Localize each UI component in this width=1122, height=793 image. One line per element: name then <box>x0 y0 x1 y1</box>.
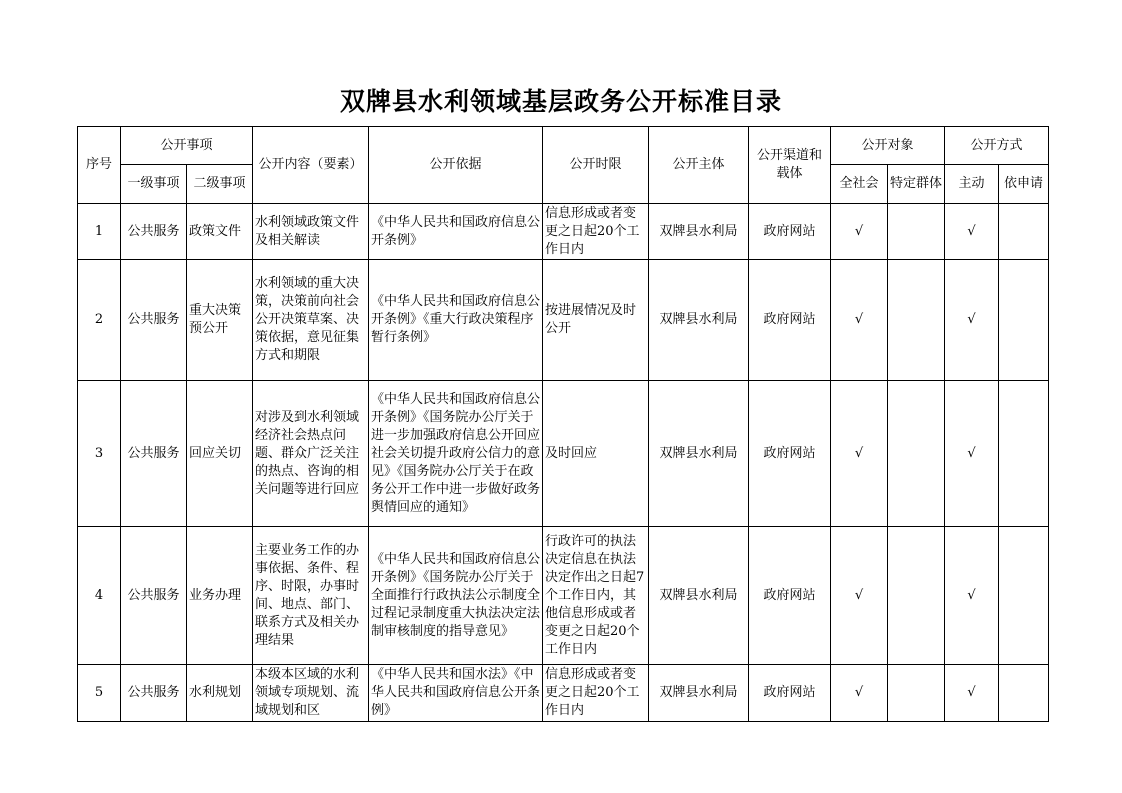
header-mode-request: 依申请 <box>999 165 1049 204</box>
header-subject: 公开主体 <box>649 127 749 204</box>
row-content: 主要业务工作的办事依据、条件、程序、时限，办事时间、地点、部门、联系方式及相关办理结果 <box>253 527 369 665</box>
row-basis: 《中华人民共和国政府信息公开条例》《国务院办公厅关于进一步加强政府信息公开回应社会关切提升政府公信力的意见》《国务院办公厅关于在政务公开工作中进一步做好政务舆情回应的通知》 <box>369 381 543 527</box>
row-mode-request-check <box>999 527 1049 665</box>
row-time-limit: 行政许可的执法决定信息在执法决定作出之日起7个工作日内，其他信息形成或者变更之日起20个工作日内 <box>543 527 649 665</box>
row-index: 2 <box>78 260 121 381</box>
header-time-limit: 公开时限 <box>543 127 649 204</box>
row-content: 对涉及到水利领域经济社会热点问题、群众广泛关注的热点、咨询的相关问题等进行回应 <box>253 381 369 527</box>
header-items: 公开事项 <box>121 127 253 165</box>
row-channel: 政府网站 <box>749 204 831 260</box>
row-level1-item: 公共服务 <box>121 665 187 722</box>
table-row <box>78 260 1049 381</box>
row-audience-all-check: √ <box>831 527 888 665</box>
row-audience-specific-check <box>888 381 945 527</box>
header-mode-active: 主动 <box>945 165 999 204</box>
row-index: 1 <box>78 204 121 260</box>
row-level1-item: 公共服务 <box>121 527 187 665</box>
header-content: 公开内容（要素） <box>253 127 369 204</box>
row-channel: 政府网站 <box>749 665 831 722</box>
header-audience: 公开对象 <box>831 127 945 165</box>
row-content: 水利领域政策文件及相关解读 <box>253 204 369 260</box>
row-mode-request-check <box>999 260 1049 381</box>
header-row-1 <box>78 127 1049 165</box>
row-content: 水利领域的重大决策，决策前向社会公开决策草案、决策依据，意见征集方式和期限 <box>253 260 369 381</box>
catalog-table <box>77 126 1049 722</box>
row-level2-item: 重大决策预公开 <box>187 260 253 381</box>
row-mode-active-check: √ <box>945 381 999 527</box>
row-audience-specific-check <box>888 260 945 381</box>
row-channel: 政府网站 <box>749 381 831 527</box>
row-mode-active-check: √ <box>945 527 999 665</box>
table-row <box>78 204 1049 260</box>
row-level2-item: 回应关切 <box>187 381 253 527</box>
row-index: 5 <box>78 665 121 722</box>
row-basis: 《中华人民共和国政府信息公开条例》 <box>369 204 543 260</box>
row-audience-all-check: √ <box>831 204 888 260</box>
header-audience-specific: 特定群体 <box>888 165 945 204</box>
row-index: 3 <box>78 381 121 527</box>
row-subject: 双牌县水利局 <box>649 527 749 665</box>
row-subject: 双牌县水利局 <box>649 665 749 722</box>
row-mode-active-check: √ <box>945 260 999 381</box>
row-basis: 《中华人民共和国水法》《中华人民共和国政府信息公开条例》 <box>369 665 543 722</box>
row-time-limit: 按进展情况及时公开 <box>543 260 649 381</box>
row-audience-all-check: √ <box>831 665 888 722</box>
row-mode-active-check: √ <box>945 665 999 722</box>
header-audience-all: 全社会 <box>831 165 888 204</box>
row-mode-request-check <box>999 665 1049 722</box>
table-row <box>78 381 1049 527</box>
row-level1-item: 公共服务 <box>121 204 187 260</box>
row-time-limit: 信息形成或者变更之日起20个工作日内 <box>543 665 649 722</box>
header-channel: 公开渠道和载体 <box>749 127 831 204</box>
row-subject: 双牌县水利局 <box>649 381 749 527</box>
row-subject: 双牌县水利局 <box>649 204 749 260</box>
header-basis: 公开依据 <box>369 127 543 204</box>
header-level2: 二级事项 <box>187 165 253 204</box>
row-level1-item: 公共服务 <box>121 260 187 381</box>
row-subject: 双牌县水利局 <box>649 260 749 381</box>
row-mode-request-check <box>999 204 1049 260</box>
document-title: 双牌县水利领域基层政务公开标准目录 <box>339 87 782 116</box>
row-time-limit: 信息形成或者变更之日起20个工作日内 <box>543 204 649 260</box>
row-content: 本级本区域的水利领域专项规划、流域规划和区 <box>253 665 369 722</box>
row-audience-all-check: √ <box>831 260 888 381</box>
row-channel: 政府网站 <box>749 527 831 665</box>
table-row <box>78 665 1049 722</box>
header-index: 序号 <box>78 127 121 204</box>
row-basis: 《中华人民共和国政府信息公开条例》《国务院办公厅关于全面推行行政执法公示制度全过程记录制度重大执法决定法制审核制度的指导意见》 <box>369 527 543 665</box>
row-audience-all-check: √ <box>831 381 888 527</box>
table-row <box>78 527 1049 665</box>
row-audience-specific-check <box>888 665 945 722</box>
row-channel: 政府网站 <box>749 260 831 381</box>
header-mode: 公开方式 <box>945 127 1049 165</box>
row-level1-item: 公共服务 <box>121 381 187 527</box>
row-level2-item: 水利规划 <box>187 665 253 722</box>
row-mode-active-check: √ <box>945 204 999 260</box>
row-audience-specific-check <box>888 204 945 260</box>
row-audience-specific-check <box>888 527 945 665</box>
row-level2-item: 政策文件 <box>187 204 253 260</box>
row-mode-request-check <box>999 381 1049 527</box>
header-level1: 一级事项 <box>121 165 187 204</box>
row-basis: 《中华人民共和国政府信息公开条例》《重大行政决策程序暂行条例》 <box>369 260 543 381</box>
row-time-limit: 及时回应 <box>543 381 649 527</box>
row-index: 4 <box>78 527 121 665</box>
row-level2-item: 业务办理 <box>187 527 253 665</box>
